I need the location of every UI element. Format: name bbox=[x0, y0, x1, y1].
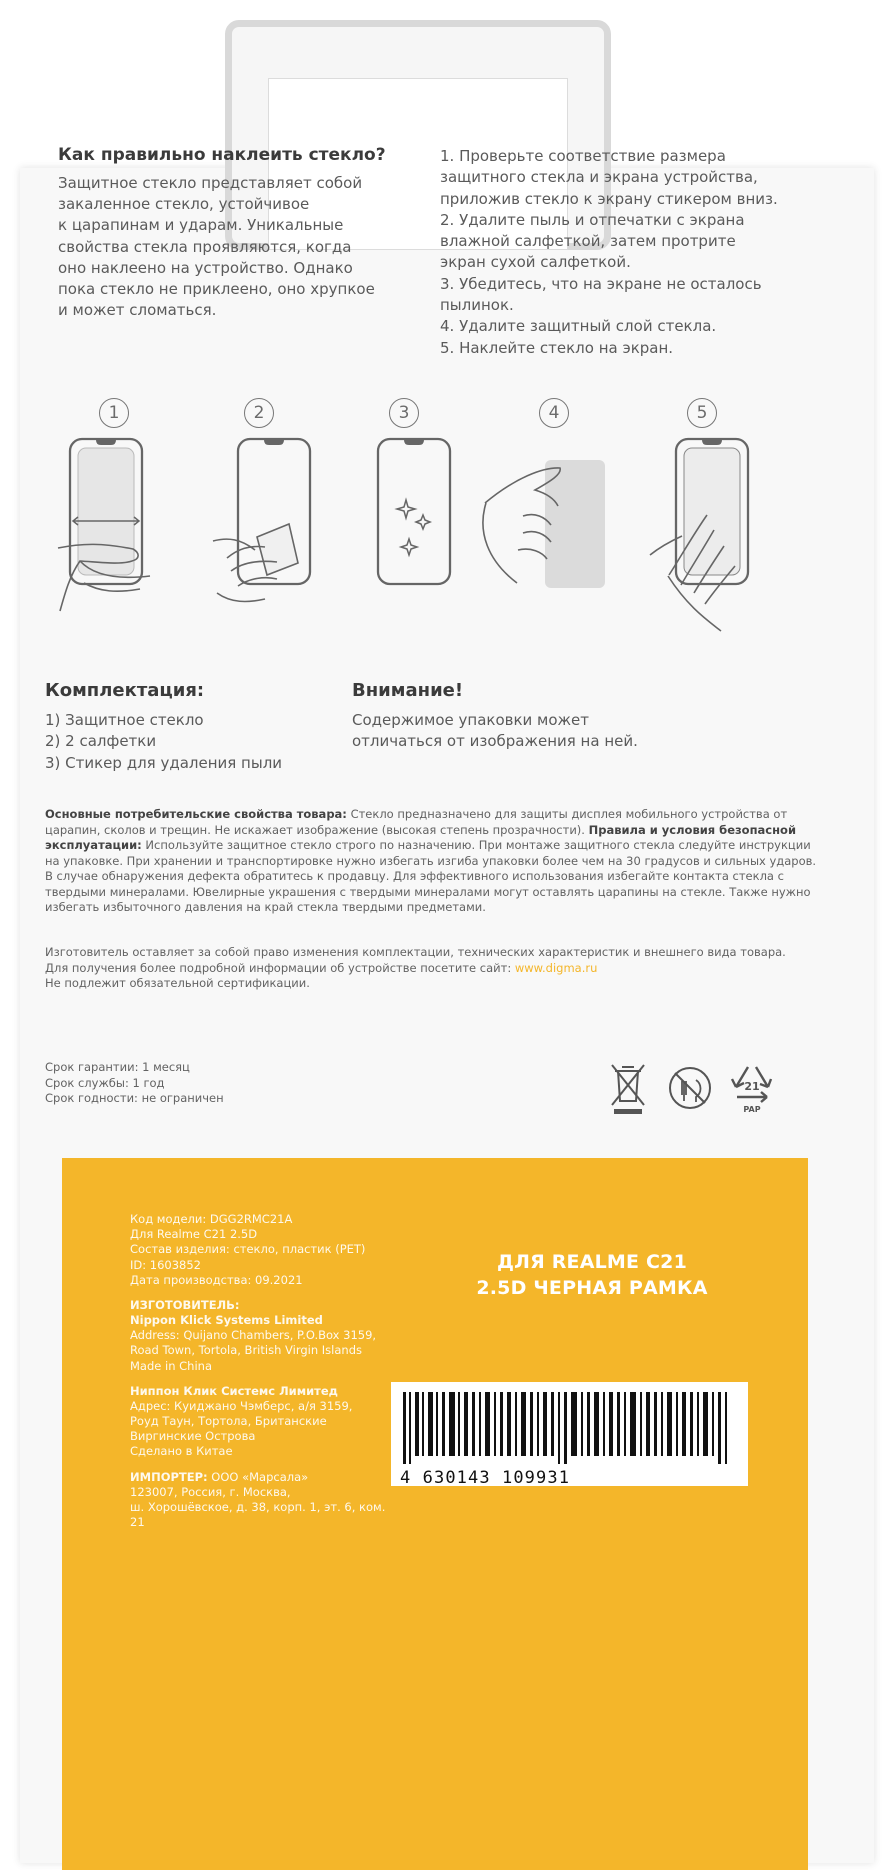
website-link: www.digma.ru bbox=[514, 960, 598, 975]
composition: Состав изделия: стекло, пластик (PET) bbox=[130, 1242, 366, 1257]
phone-size-check-icon bbox=[58, 433, 218, 653]
compatible-device: Для Realme C21 2.5D bbox=[130, 1227, 258, 1242]
kit-item: 3) Стикер для удаления пыли bbox=[45, 753, 283, 772]
recycling-icons bbox=[610, 1063, 810, 1133]
spacer bbox=[130, 1374, 390, 1384]
crossed-bin-icon bbox=[610, 1063, 646, 1115]
manufacturer-name-ru: Ниппон Клик Системс Лимитед bbox=[130, 1383, 338, 1398]
step-number: 1 bbox=[99, 398, 129, 428]
illustration-step bbox=[498, 398, 648, 648]
product-properties bbox=[45, 807, 825, 916]
step-number: 3 bbox=[389, 398, 419, 428]
instruction-step: 3. Убедитесь, что на экране не осталось пылинок. bbox=[440, 274, 762, 315]
instruction-step: 5. Наклейте стекло на экран. bbox=[440, 338, 674, 357]
shelf-life: Срок годности: не ограничен bbox=[45, 1091, 224, 1106]
importer-name: ООО «Марсала» bbox=[211, 1469, 309, 1484]
manufacturer-notice bbox=[45, 945, 825, 992]
kit-title: Комплектация: bbox=[45, 680, 205, 701]
warranty-term: Срок гарантии: 1 месяц bbox=[45, 1060, 190, 1074]
kit-item: 2) 2 салфетки bbox=[45, 732, 157, 751]
service-life: Срок службы: 1 год bbox=[45, 1075, 165, 1090]
importer bbox=[130, 1470, 390, 1485]
not-for-food-icon bbox=[667, 1065, 713, 1111]
manufacturer-label: ИЗГОТОВИТЕЛЬ: bbox=[130, 1297, 240, 1312]
safety-rules-label: Правила и условия безопасной эксплуатации: bbox=[45, 822, 797, 853]
attention-section bbox=[352, 680, 682, 753]
illustration-step bbox=[58, 398, 208, 648]
website-note bbox=[45, 961, 825, 977]
installation-intro bbox=[58, 146, 428, 322]
step-number: 4 bbox=[539, 398, 569, 428]
step-number: 2 bbox=[244, 398, 274, 428]
recycle-number: 21 bbox=[744, 1080, 760, 1093]
installation-title: Как правильно наклеить стекло? bbox=[58, 145, 386, 165]
recycle-code: PAP bbox=[743, 1105, 761, 1114]
illustration-step bbox=[646, 398, 796, 648]
certification-note: Не подлежит обязательной сертификации. bbox=[45, 976, 310, 991]
importer-address: 123007, Россия, г. Москва, ш. Хорошёвское, д. 38, корп. 1, эт. 6, ком. 21 bbox=[130, 1484, 386, 1530]
kit-section bbox=[45, 680, 345, 774]
product-id: ID: 1603852 bbox=[130, 1257, 201, 1272]
spacer bbox=[130, 1460, 390, 1470]
instruction-step: 2. Удалите пыль и отпечатки с экрана влажной салфеткой, затем протрите экран сухой салфеткой. bbox=[440, 210, 745, 272]
installation-description: Защитное стекло представляет собой закаленное стекло, устойчивое к царапинам и ударам. Уникальные свойства стекла проявляются, когда оно наклеено на устройство. Однако пока стекло не приклеено, оно хрупкое и может сломаться. bbox=[58, 173, 375, 320]
peel-protective-layer-icon bbox=[463, 433, 633, 653]
recycle-icon bbox=[728, 1061, 776, 1115]
installation-steps bbox=[440, 146, 805, 359]
attention-text: Содержимое упаковки может отличаться от изображения на ней. bbox=[352, 711, 638, 751]
manufacturer-name: Nippon Klick Systems Limited bbox=[130, 1313, 323, 1328]
instruction-step: 4. Удалите защитный слой стекла. bbox=[440, 317, 717, 336]
safety-rules-text: Используйте защитное стекло строго по назначению. При монтаже защитного стекла следуйте инструкции на упаковке. При хранении и транспортировке нужно избегать изгиба упаковки более чем на 30 градусов и сильных ударов. В случае обнаружения дефекта обратитесь к продавцу. Для эффективного использования избегайте контакта стекла с твердыми минералами. Ювелирные украшения с твердыми минералами могут оставлять царапины на стекле. Также нужно избегать избыточного давления на край стекла твердыми предметами. bbox=[45, 838, 817, 915]
properties-label: Основные потребительские свойства товара: bbox=[45, 807, 347, 821]
manufacturer-address-ru: Адрес: Куиджано Чэмберс, а/я 3159, Роуд Таун, Тортола, Британские Виргинские Острова Сделано в Китае bbox=[130, 1398, 353, 1459]
kit-item: 1) Защитное стекло bbox=[45, 711, 204, 729]
website-note-prefix: Для получения более подробной информации об устройстве посетите сайт: bbox=[45, 960, 512, 975]
warranty-info bbox=[45, 1060, 365, 1107]
manufacturer-rights-text: Изготовитель оставляет за собой право изменения комплектации, технических характеристик и внешнего вида товара. bbox=[45, 945, 786, 959]
installation-illustrations bbox=[58, 398, 798, 658]
attention-title: Внимание! bbox=[352, 680, 464, 701]
apply-glass-icon bbox=[646, 433, 806, 653]
illustration-step bbox=[203, 398, 353, 648]
wipe-screen-icon bbox=[203, 433, 363, 653]
product-title bbox=[392, 1250, 792, 1301]
product-specifications bbox=[130, 1212, 390, 1530]
product-title-line-2: 2.5D ЧЕРНАЯ РАМКА bbox=[476, 1276, 708, 1299]
barcode-number: 4 630143 109931 bbox=[400, 1468, 571, 1488]
product-title-line-1: ДЛЯ REALME C21 bbox=[496, 1251, 688, 1273]
instruction-step: 1. Проверьте соответствие размера защитного стекла и экрана устройства, приложив стекло к экрану стикером вниз. bbox=[440, 147, 778, 208]
model-code: Код модели: DGG2RMC21A bbox=[130, 1212, 293, 1226]
step-number: 5 bbox=[687, 398, 717, 428]
properties-text: Стекло предназначено для защиты дисплея мобильного устройства от царапин, сколов и трещин. Не искажает изображение (высокая степень прозрачности). bbox=[45, 807, 788, 837]
importer-label: ИМПОРТЕР: bbox=[130, 1469, 208, 1484]
manufacturer-address: Address: Quijano Chambers, P.O.Box 3159, Road Town, Tortola, British Virgin Islands Made in China bbox=[130, 1328, 377, 1373]
spacer bbox=[130, 1288, 390, 1298]
production-date: Дата производства: 09.2021 bbox=[130, 1272, 303, 1287]
